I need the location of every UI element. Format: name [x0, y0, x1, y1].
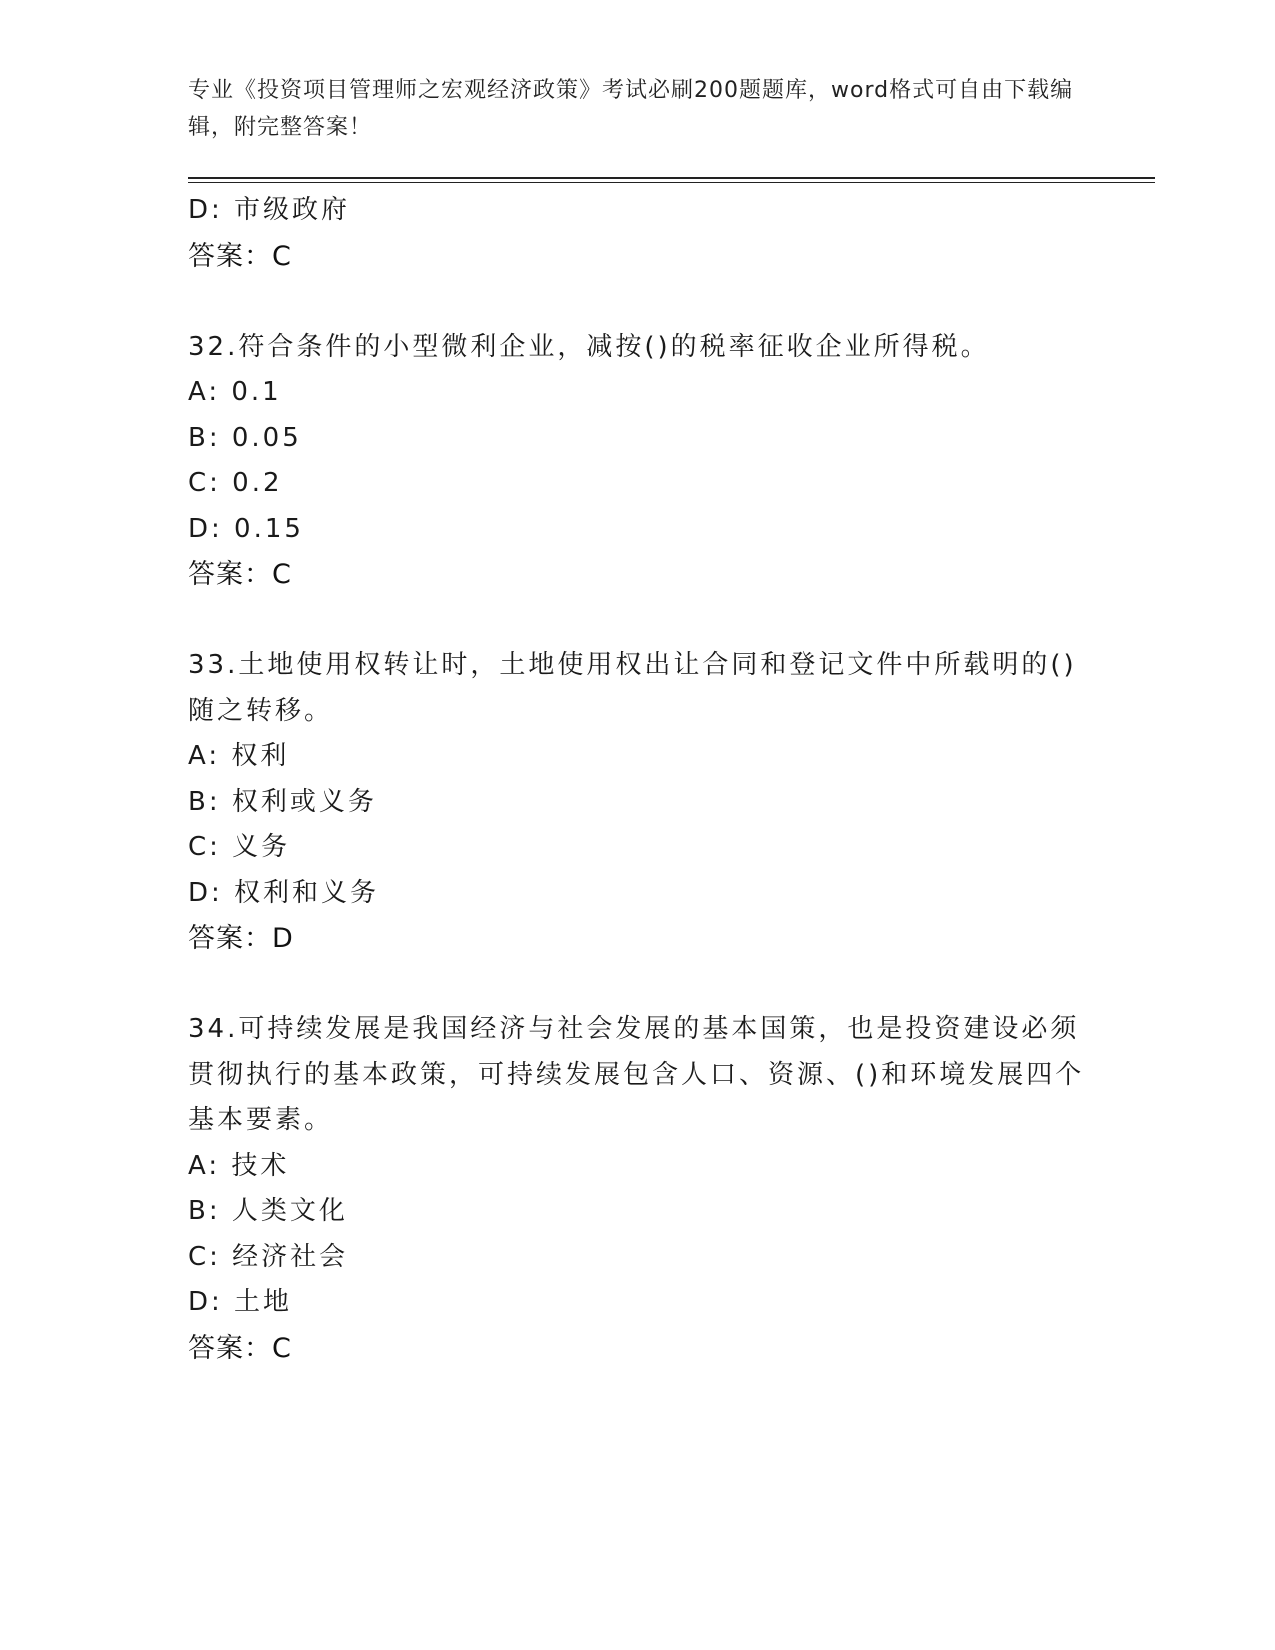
option-c: C: 义务: [188, 832, 291, 862]
document-header: 专业《投资项目管理师之宏观经济政策》考试必刷200题题库，word格式可自由下载编辑，附完整答案！: [188, 78, 1074, 140]
blank-line: [188, 279, 1088, 325]
option-a: A: 技术: [188, 1150, 290, 1181]
question-text: 34.可持续发展是我国经济与社会发展的基本国策，也是投资建设必须贯彻执行的基本政策，可持续发展包含人口、资源、()和环境发展四个基本要素。: [188, 1014, 1085, 1135]
question-text: 33.土地使用权转让时，土地使用权出让合同和登记文件中所载明的()随之转移。: [188, 650, 1077, 726]
option-d: D: 0.15: [188, 513, 304, 544]
option-d: D: 市级政府: [188, 195, 351, 225]
question-32: [188, 325, 1088, 598]
option-d: D: 土地: [188, 1287, 293, 1317]
option-a: A: 权利: [188, 741, 290, 771]
blank-line: [188, 598, 1088, 644]
option-b: B: 人类文化: [188, 1196, 348, 1226]
option-c: C: 0.2: [188, 468, 283, 498]
option-c: C: 经济社会: [188, 1241, 349, 1272]
answer-line: 答案：D: [188, 923, 294, 954]
option-b: B: 权利或义务: [188, 786, 377, 817]
answer-line: 答案：C: [188, 240, 292, 272]
answer-line: 答案：C: [188, 1332, 292, 1364]
header-rule-thin: [188, 182, 1155, 183]
option-d: D: 权利和义务: [188, 877, 380, 908]
header-rule-thick: [188, 177, 1155, 179]
answer-line: 答案：C: [188, 559, 292, 590]
question-content: [188, 188, 1088, 1371]
previous-question-fragment: [188, 188, 1088, 279]
question-33: [188, 643, 1088, 962]
blank-line: [188, 962, 1088, 1008]
question-text: 32.符合条件的小型微利企业，减按()的税率征收企业所得税。: [188, 331, 990, 362]
option-a: A: 0.1: [188, 377, 282, 407]
option-b: B: 0.05: [188, 422, 302, 453]
question-34: [188, 1007, 1088, 1371]
